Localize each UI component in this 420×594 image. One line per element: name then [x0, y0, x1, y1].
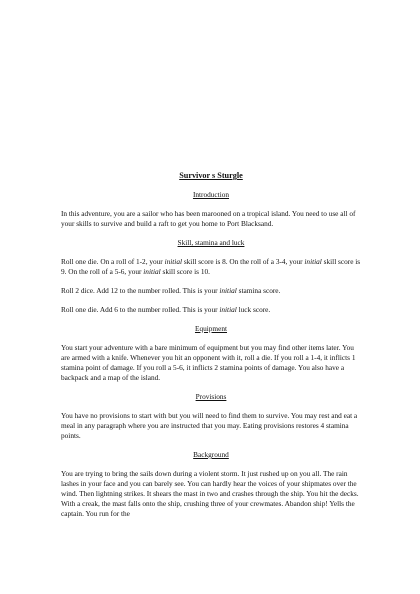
section-introduction — [61, 190, 361, 229]
section-background — [61, 450, 361, 519]
section-skill-stamina-luck — [61, 238, 361, 315]
paragraph: You have no provisions to start with but you will need to find them to survive. You may rest and eat a meal in any paragraph where you are instructed that you may. Eating provisions restores 4 stamina points. — [61, 411, 358, 440]
paragraph: You are trying to bring the sails down during a violent storm. It just rushed up on you all. The rain lashes in your face and you can barely see. You can hardly hear the voices of your shipmates over the wind. Then lightning strikes. It shears the mast in two and crashes through the ship. You hit the decks. With a creak, the mast falls onto the ship, crushing three of your crewmates. Abandon ship! Yells the captain. You run for the — [61, 469, 359, 518]
italic-term: initial — [304, 257, 322, 266]
paragraph: You start your adventure with a bare minimum of equipment but you may find other items later. You are armed with a knife. Whenever you hit an opponent with it, roll a die. If you roll a 1-4, it inflicts 1 stamina point of damage. If you roll a 5-6, it inflicts 2 stamina points of damage. You also have a backpack and a map of the island. — [61, 343, 356, 382]
section-heading: Skill, stamina and luck — [177, 238, 245, 247]
section-heading: Provisions — [195, 392, 227, 401]
paragraph: Roll one die. On a roll of 1-2, your initial skill score is 8. On the roll of a 3-4, your initial skill score is 9. On the roll of a 5-6, your initial skill score is 10. — [61, 257, 361, 276]
italic-term: initial — [219, 305, 237, 314]
italic-term: initial — [143, 267, 161, 276]
paragraph: Roll 2 dice. Add 12 to the number rolled. This is your initial stamina score. — [61, 286, 281, 295]
italic-term: initial — [219, 286, 237, 295]
document-title: Survivor s Sturgle — [179, 171, 243, 180]
section-provisions — [61, 392, 361, 441]
paragraph: In this adventure, you are a sailor who has been marooned on a tropical island. You need to use all of your skills to survive and build a raft to get you home to Port Blacksand. — [61, 209, 356, 228]
section-equipment — [61, 324, 361, 383]
paragraph: Roll one die. Add 6 to the number rolled. This is your initial luck score. — [61, 305, 271, 314]
section-heading: Introduction — [192, 190, 230, 199]
italic-term: initial — [164, 257, 182, 266]
section-heading: Background — [193, 450, 229, 459]
document-body — [61, 171, 361, 528]
section-heading: Equipment — [194, 324, 228, 333]
